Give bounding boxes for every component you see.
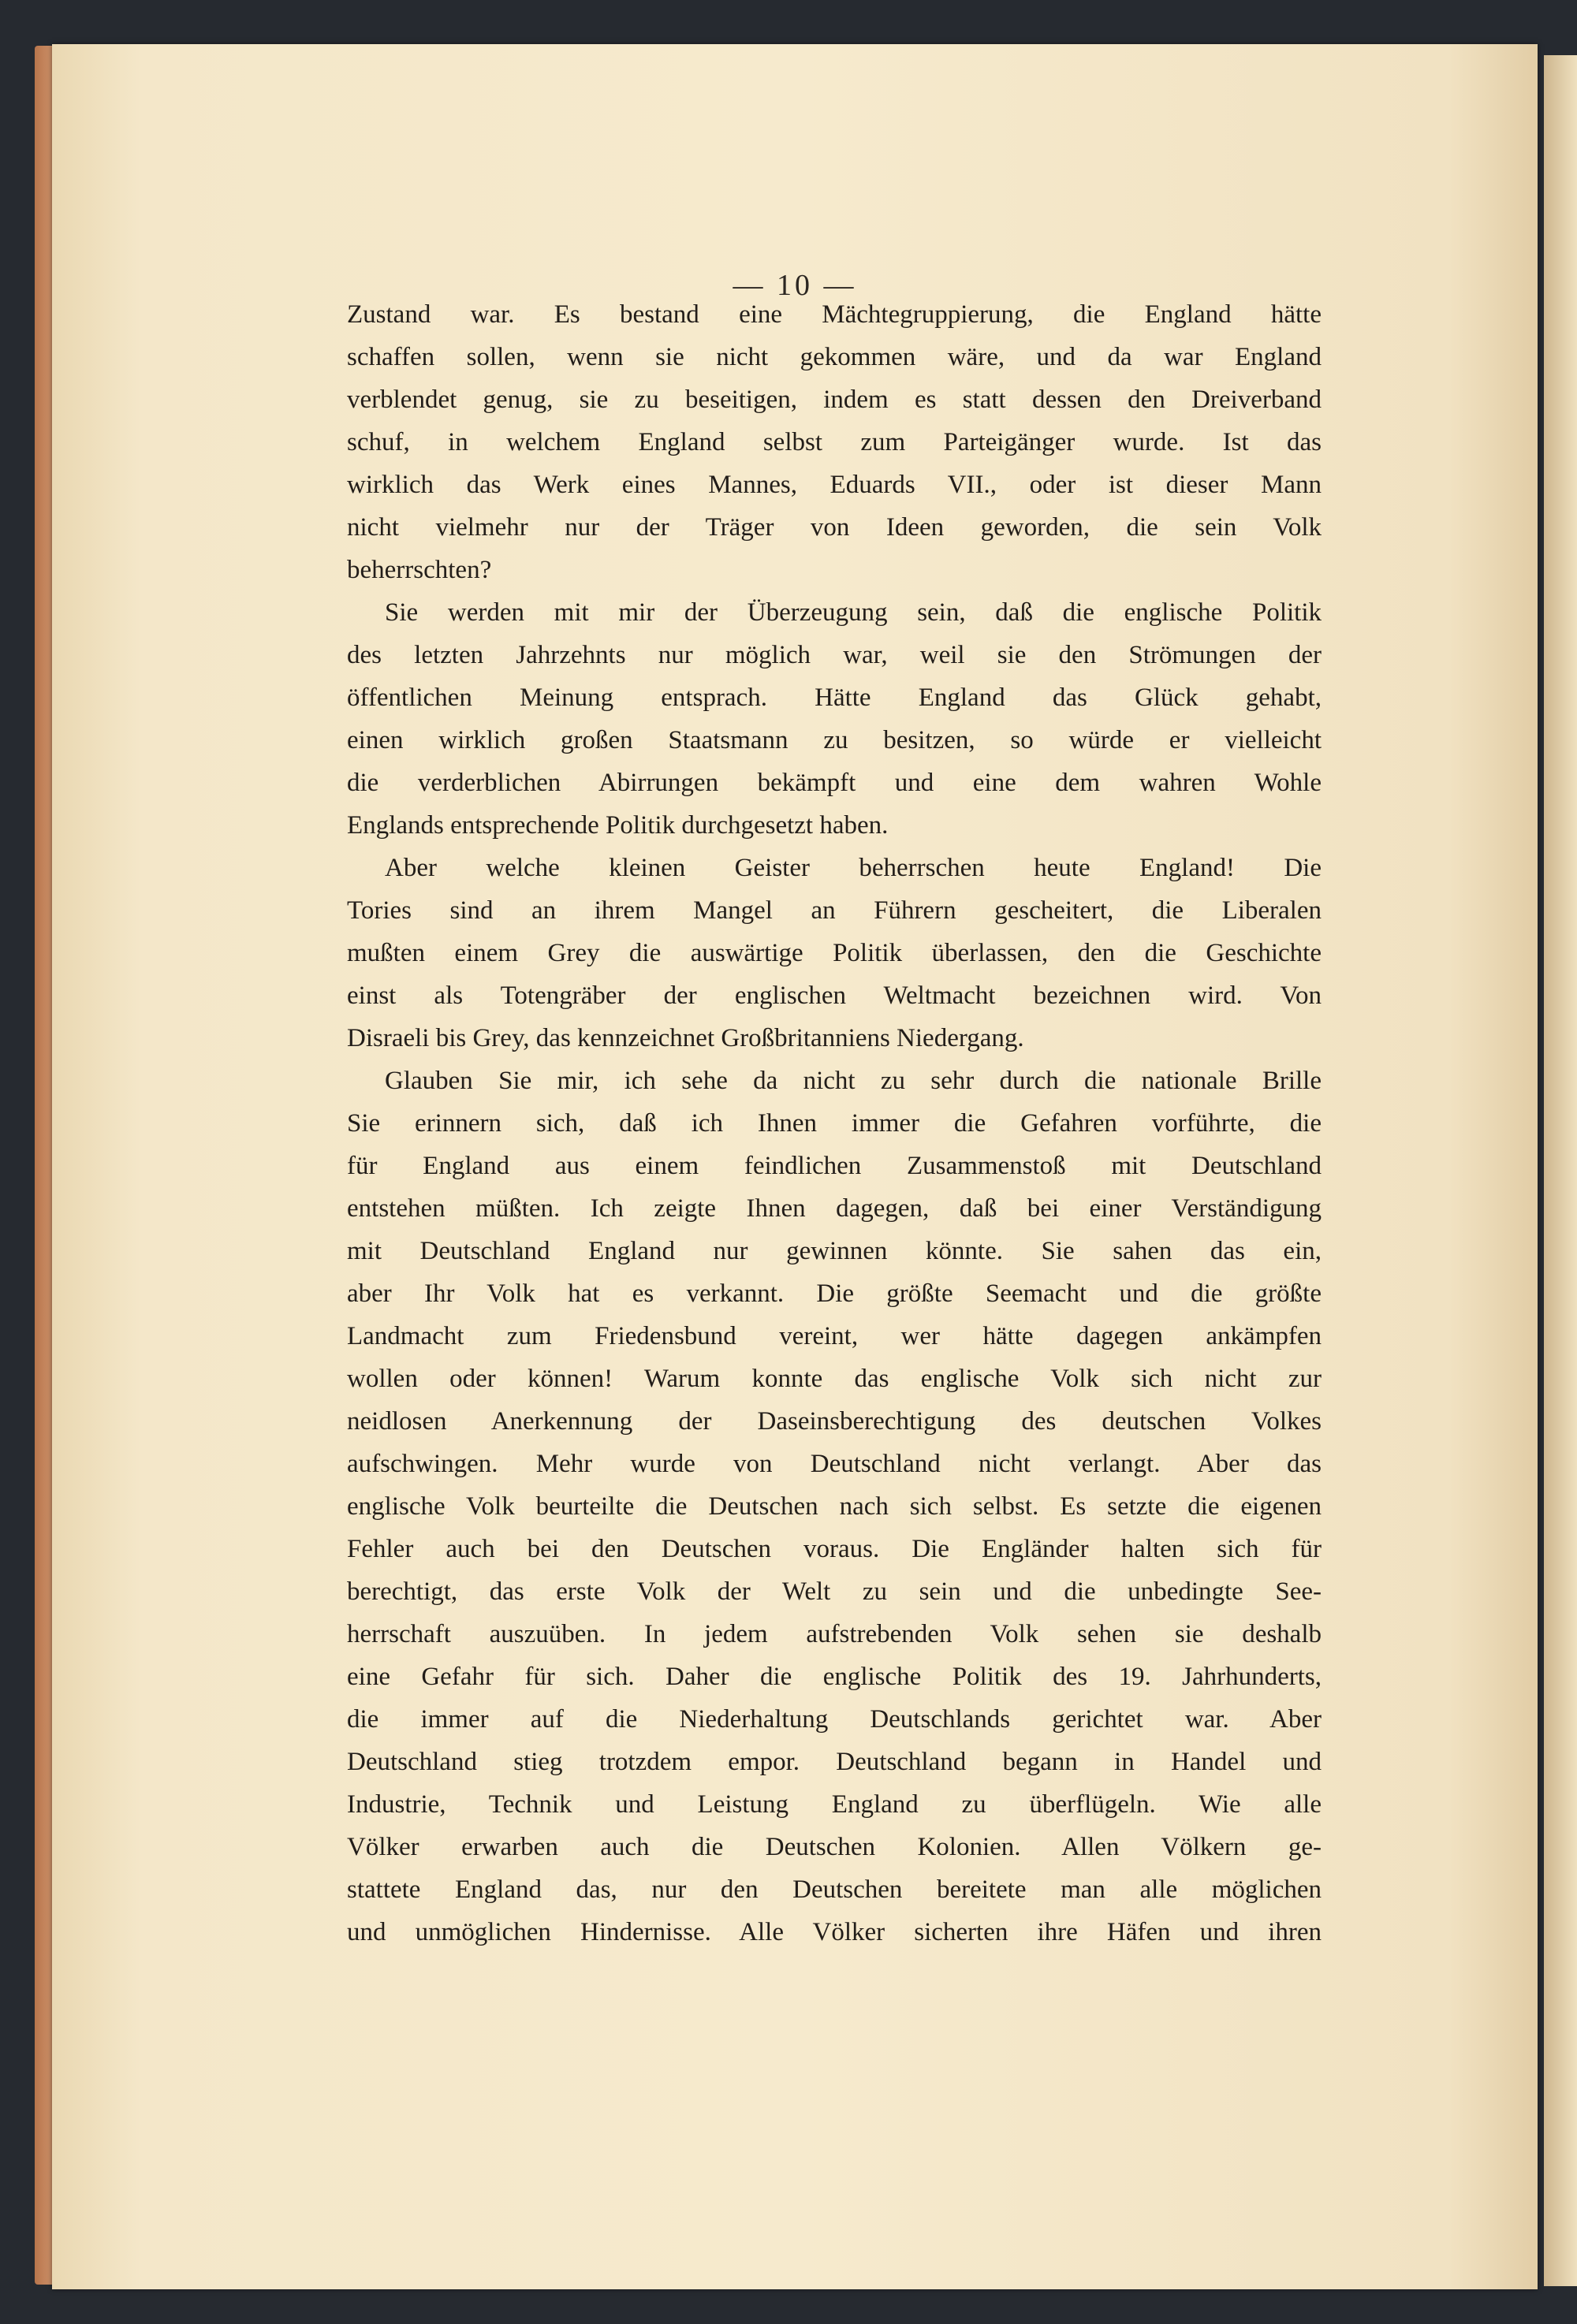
text-line: Sie erinnern sich, daß ich Ihnen immer die Gefahren vorführte, die — [347, 1109, 1322, 1138]
text-line: englische Volk beurteilte die Deutschen nach sich selbst. Es setzte die eigenen — [347, 1492, 1322, 1521]
text-line: und unmöglichen Hindernisse. Alle Völker sicherten ihre Häfen und ihren — [347, 1918, 1322, 1946]
text-line: Zustand war. Es bestand eine Mächtegruppierung, die England hätte — [347, 300, 1322, 329]
page-number: — 10 — — [733, 269, 857, 302]
text-line: aber Ihr Volk hat es verkannt. Die größte Seemacht und die größte — [347, 1279, 1322, 1308]
text-line: öffentlichen Meinung entsprach. Hätte England das Glück gehabt, — [347, 683, 1322, 712]
text-line: stattete England das, nur den Deutschen bereitete man alle möglichen — [347, 1875, 1322, 1904]
text-line: schuf, in welchem England selbst zum Parteigänger wurde. Ist das — [347, 428, 1322, 456]
text-line: des letzten Jahrzehnts nur möglich war, weil sie den Strömungen der — [347, 641, 1322, 669]
text-line: Tories sind an ihrem Mangel an Führern gescheitert, die Liberalen — [347, 896, 1322, 925]
text-line: für England aus einem feindlichen Zusammenstoß mit Deutschland — [347, 1152, 1322, 1180]
text-line: verblendet genug, sie zu beseitigen, indem es statt dessen den Dreiverband — [347, 385, 1322, 414]
text-line: Deutschland stieg trotzdem empor. Deutschland begann in Handel und — [347, 1748, 1322, 1776]
text-line: wollen oder können! Warum konnte das englische Volk sich nicht zur — [347, 1365, 1322, 1393]
text-line: nicht vielmehr nur der Träger von Ideen geworden, die sein Volk — [347, 513, 1322, 542]
text-line: die verderblichen Abirrungen bekämpft und eine dem wahren Wohle — [347, 769, 1322, 797]
text-line: Industrie, Technik und Leistung England zu überflügeln. Wie alle — [347, 1790, 1322, 1819]
text-line: entstehen müßten. Ich zeigte Ihnen dagegen, daß bei einer Verständigung — [347, 1194, 1322, 1223]
text-line: schaffen sollen, wenn sie nicht gekommen wäre, und da war England — [347, 343, 1322, 371]
text-line: mußten einem Grey die auswärtige Politik überlassen, den die Geschichte — [347, 939, 1322, 967]
text-line: Englands entsprechende Politik durchgesetzt haben. — [347, 811, 889, 840]
text-line: aufschwingen. Mehr wurde von Deutschland nicht verlangt. Aber das — [347, 1450, 1322, 1478]
text-line: mit Deutschland England nur gewinnen könnte. Sie sahen das ein, — [347, 1237, 1322, 1265]
text-line: die immer auf die Niederhaltung Deutschlands gerichtet war. Aber — [347, 1705, 1322, 1734]
text-line: Glauben Sie mir, ich sehe da nicht zu sehr durch die nationale Brille — [385, 1067, 1322, 1095]
next-page-edge — [1544, 55, 1577, 2286]
body-text — [347, 293, 1322, 1953]
text-line: eine Gefahr für sich. Daher die englische Politik des 19. Jahrhunderts, — [347, 1663, 1322, 1691]
text-line: beherrschten? — [347, 556, 492, 584]
text-line: Aber welche kleinen Geister beherrschen heute England! Die — [385, 854, 1322, 882]
text-line: einst als Totengräber der englischen Weltmacht bezeichnen wird. Von — [347, 981, 1322, 1010]
text-line: Disraeli bis Grey, das kennzeichnet Großbritanniens Niedergang. — [347, 1024, 1024, 1052]
text-line: Landmacht zum Friedensbund vereint, wer hätte dagegen ankämpfen — [347, 1322, 1322, 1350]
text-line: berechtigt, das erste Volk der Welt zu sein und die unbedingte See- — [347, 1577, 1322, 1606]
text-line: herrschaft auszuüben. In jedem aufstrebenden Volk sehen sie deshalb — [347, 1620, 1322, 1648]
text-line: einen wirklich großen Staatsmann zu besitzen, so würde er vielleicht — [347, 726, 1322, 754]
text-line: Fehler auch bei den Deutschen voraus. Die Engländer halten sich für — [347, 1535, 1322, 1563]
text-line: Völker erwarben auch die Deutschen Kolonien. Allen Völkern ge- — [347, 1833, 1322, 1861]
text-line: wirklich das Werk eines Mannes, Eduards VII., oder ist dieser Mann — [347, 471, 1322, 499]
text-line: neidlosen Anerkennung der Daseinsberechtigung des deutschen Volkes — [347, 1407, 1322, 1436]
text-line: Sie werden mit mir der Überzeugung sein, daß die englische Politik — [385, 598, 1322, 627]
